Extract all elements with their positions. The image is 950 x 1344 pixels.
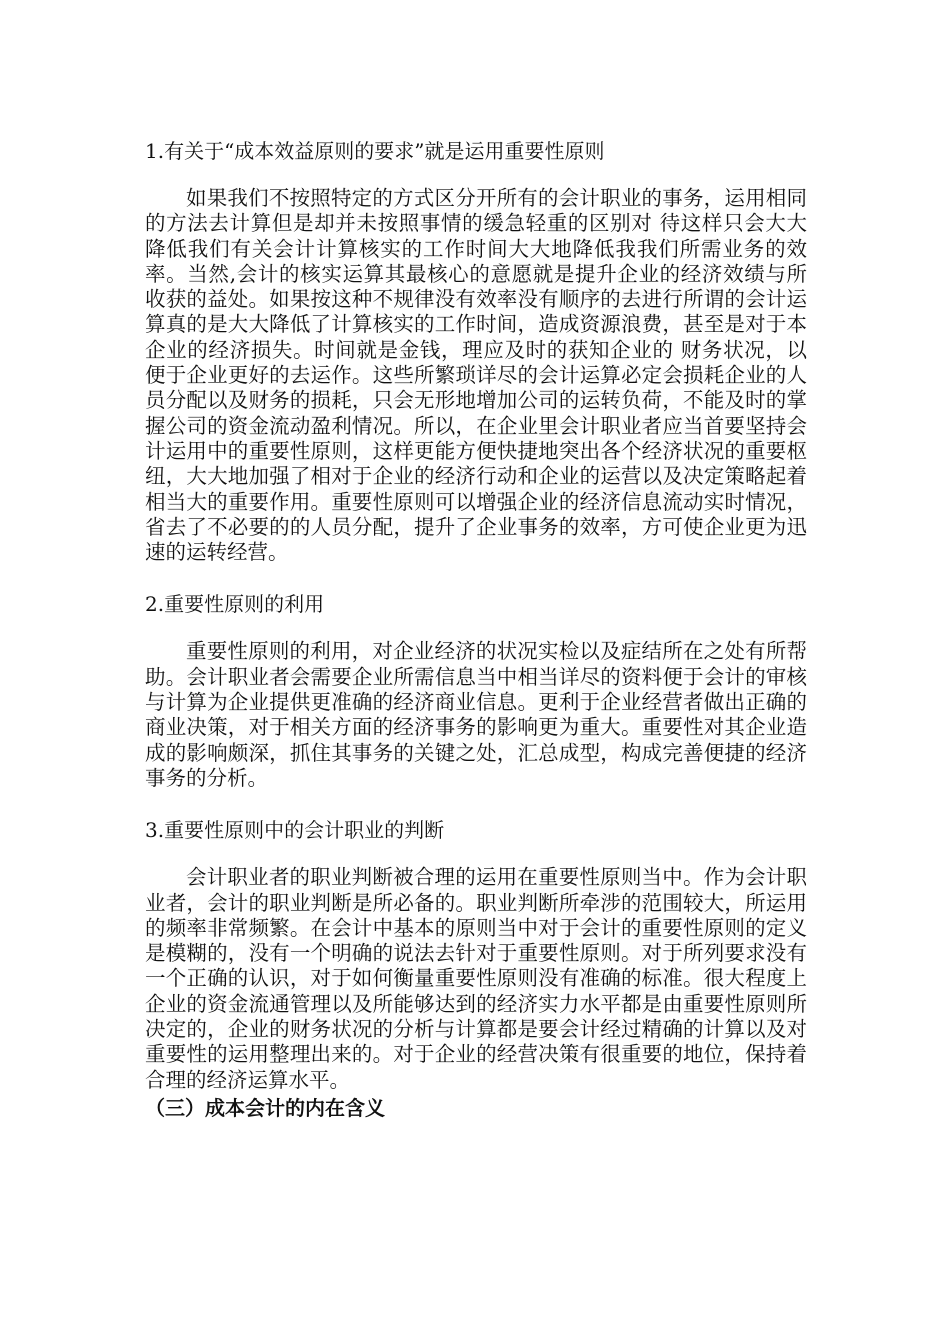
section-3-heading: 3.重要性原则中的会计职业的判断 (145, 818, 445, 843)
section-1-paragraph: 如果我们不按照特定的方式区分开所有的会计职业的事务，运用相同的方法去计算但是却并未按照事情的缓急轻重的区别对 待这样只会大大降低我们有关会计计算核实的工作时间大大地降低我我们所需业务的效率。当然,会计的核实运算其最核心的意愿就是提升企业的经济效绩与所收获的益处。如果按这种不规律没有效率没有顺序的去进行所谓的会计运算真的是大大降低了计算核实的工作时间，造成资源浪费，甚至是对于本企业的经济损失。时间就是金钱，理应及时的获知企业的 财务状况，以便于企业更好的去运作。这些所繁琐详尽的会计运算必定会损耗企业的人员分配以及财务的损耗，只会无形地增加公司的运转负荷，不能及时的掌握公司的资金流动盈利情况。所以，在企业里会计职业者应当首要坚持会计运用中的重要性原则，这样更能方便快捷地突出各个经济状况的重要枢纽，大大地加强了相对于企业的经济行动和企业的运营以及决定策略起着相当大的重要作用。重要性原则可以增强企业的经济信息流动实时情况，省去了不必要的的人员分配，提升了企业事务的效率，方可使企业更为迅速的运转经营。 (145, 186, 807, 565)
section-2-heading: 2.重要性原则的利用 (145, 592, 325, 617)
section-1-heading: 1.有关于“成本效益原则的要求”就是运用重要性原则 (145, 139, 605, 163)
section-2-paragraph: 重要性原则的利用，对企业经济的状况实检以及症结所在之处有所帮助。会计职业者会需要企业所需信息当中相当详尽的资料便于会计的审核与计算为企业提供更准确的经济商业信息。更利于企业经营者做出正确的商业决策，对于相关方面的经济事务的影响更为重大。重要性对其企业造成的影响颇深，抓住其事务的关键之处，汇总成型，构成完善便捷的经济事务的分析。 (145, 639, 807, 790)
section-3-paragraph: 会计职业者的职业判断被合理的运用在重要性原则当中。作为会计职业者，会计的职业判断是所必备的。职业判断所牵涉的范围较大，所运用的频率非常频繁。在会计中基本的原则当中对于会计的重要性原则的定义是模糊的，没有一个明确的说法去针对于重要性原则。对于所列要求没有一个正确的认识，对于如何衡量重要性原则没有准确的标准。很大程度上企业的资金流通管理以及所能够达到的经济实力水平都是由重要性原则所决定的，企业的财务状况的分析与计算都是要会计经过精确的计算以及对重要性的运用整理出来的。对于企业的经营决策有很重要的地位，保持着合理的经济运算水平。 (145, 865, 807, 1092)
document-page (145, 130, 807, 1121)
next-section-title: （三）成本会计的内在含义 (145, 1095, 385, 1120)
